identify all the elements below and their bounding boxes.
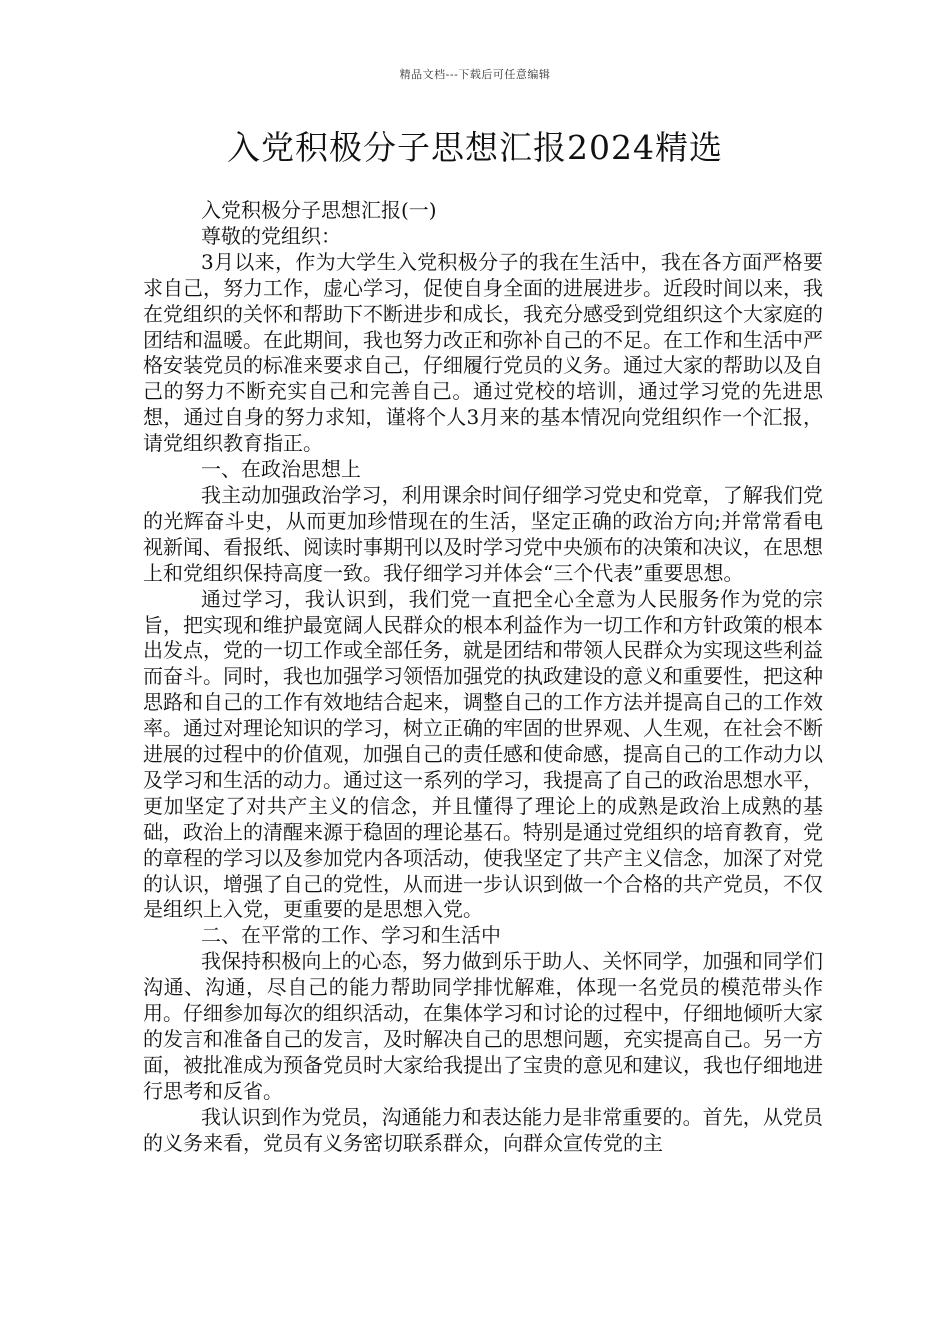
body-paragraph: 我主动加强政治学习，利用课余时间仔细学习党史和党章，了解我们党的光辉奋斗史，从而更加珍惜现在的生活，坚定正确的政治方向;并常常看电视新闻、看报纸、阅读时事期刊以及时学习党中央颁布的决策和决议，在思想上和党组织保持高度一致。我仔细学习并体会“三个代表”重要思想。 [143, 482, 823, 585]
page-header-note: 精品文档---下载后可任意编辑 [399, 68, 551, 81]
document-body [143, 198, 823, 1157]
report-subtitle: 入党积极分子思想汇报(一) [201, 198, 437, 222]
body-paragraph: 我保持积极向上的心态，努力做到乐于助人、关怀同学，加强和同学们沟通、沟通，尽自己的能力帮助同学排忧解难，体现一名党员的模范带头作用。仔细参加每次的组织活动，在集体学习和讨论的过程中，仔细地倾听大家的发言和准备自己的发言，及时解决自己的思想问题，充实提高自己。另一方面，被批准成为预备党员时大家给我提出了宝贵的意见和建议，我也仔细地进行思考和反省。 [143, 949, 823, 1103]
body-paragraph: 通过学习，我认识到，我们党一直把全心全意为人民服务作为党的宗旨，把实现和维护最宽阔人民群众的根本利益作为一切工作和方针政策的根本出发点，党的一切工作或全部任务，就是团结和带领人民群众为实现这些利益而奋斗。同时，我也加强学习领悟加强党的执政建设的意义和重要性，把这种思路和自己的工作有效地结合起来，调整自己的工作方法并提高自己的工作效率。通过对理论知识的学习，树立正确的牢固的世界观、人生观，在社会不断进展的过程中的价值观，加强自己的责任感和使命感，提高自己的工作动力以及学习和生活的动力。通过这一系列的学习，我提高了自己的政治思想水平，更加坚定了对共产主义的信念，并且懂得了理论上的成熟是政治上成熟的基础，政治上的清醒来源于稳固的理论基石。特别是通过党组织的培育教育，党的章程的学习以及参加党内各项活动，使我坚定了共产主义信念，加深了对党的认识，增强了自己的党性，从而进一步认识到做一个合格的共产党员，不仅是组织上入党，更重要的是思想入党。 [143, 586, 823, 922]
body-paragraph: 我认识到作为党员，沟通能力和表达能力是非常重要的。首先，从党员的义务来看，党员有义务密切联系群众，向群众宣传党的主 [143, 1104, 823, 1155]
salutation: 尊敬的党组织： [201, 223, 341, 248]
body-paragraph: 3月以来，作为大学生入党积极分子的我在生活中，我在各方面严格要求自己，努力工作，虚心学习，促使自身全面的进展进步。近段时间以来，我在党组织的关怀和帮助下不断进步和成长，我充分感受到党组织这个大家庭的团结和温暖。在此期间，我也努力改正和弥补自己的不足。在工作和生活中严格安装党员的标准来要求自己，仔细履行党员的义务。通过大家的帮助以及自己的努力不断充实自己和完善自己。通过党校的培训，通过学习党的先进思想，通过自身的努力求知，谨将个人3月来的基本情况向党组织作一个汇报，请党组织教育指正。 [143, 249, 823, 456]
section-heading: 一、在政治思想上 [201, 457, 361, 482]
section-heading: 二、在平常的工作、学习和生活中 [201, 923, 501, 948]
document-title: 入党积极分子思想汇报2024精选 [227, 128, 723, 167]
